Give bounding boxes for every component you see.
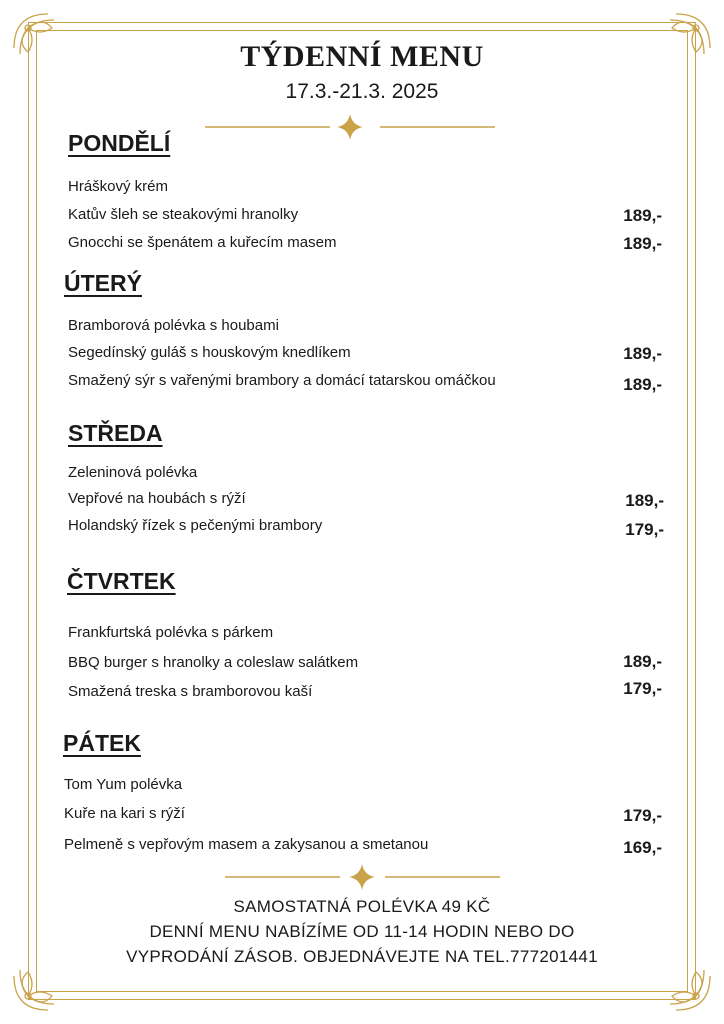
- dish-tuesday-1: Segedínský guláš s houskovým knedlíkem: [68, 344, 351, 361]
- day-heading-wednesday: STŘEDA: [68, 420, 163, 446]
- soup-thursday: Frankfurtská polévka s párkem: [68, 624, 274, 641]
- dish-friday-1: Kuře na kari s rýží: [64, 805, 185, 822]
- day-heading-friday: PÁTEK: [63, 730, 141, 756]
- price-friday-1: 179,-: [623, 806, 662, 825]
- price-thursday-2: 179,-: [623, 679, 662, 698]
- soup-wednesday: Zeleninová polévka: [68, 464, 198, 481]
- soup-friday: Tom Yum polévka: [64, 776, 183, 793]
- price-monday-1: 189,-: [623, 206, 662, 225]
- price-thursday-1: 189,-: [623, 652, 662, 671]
- footer-hours: DENNÍ MENU NABÍZÍME OD 11-14 HODIN NEBO DO: [149, 922, 575, 941]
- dish-thursday-2: Smažená treska s bramborovou kaší: [68, 683, 313, 700]
- price-wednesday-1: 189,-: [625, 491, 664, 510]
- menu-dates: 17.3.-21.3. 2025: [285, 80, 439, 103]
- footer-contact: VYPRODÁNÍ ZÁSOB. OBJEDNÁVEJTE NA TEL.777201441: [126, 947, 598, 966]
- dish-monday-2: Gnocchi se špenátem a kuřecím masem: [68, 234, 337, 251]
- dish-monday-1: Katův šleh se steakovými hranolky: [68, 206, 299, 223]
- price-monday-2: 189,-: [623, 234, 662, 253]
- dish-tuesday-2: Smažený sýr s vařenými brambory a domácí tatarskou omáčkou: [68, 372, 496, 389]
- dish-wednesday-1: Vepřové na houbách s rýží: [68, 490, 246, 507]
- price-wednesday-2: 179,-: [625, 520, 664, 539]
- star-divider-icon: [0, 862, 724, 892]
- price-friday-2: 169,-: [623, 838, 662, 857]
- dish-thursday-1: BBQ burger s hranolky a coleslaw salátkem: [68, 654, 359, 671]
- soup-tuesday: Bramborová polévka s houbami: [68, 317, 279, 334]
- page-title: TÝDENNÍ MENU: [240, 40, 484, 73]
- soup-monday: Hráškový krém: [68, 178, 169, 195]
- footer-soup-price: SAMOSTATNÁ POLÉVKA 49 KČ: [233, 897, 491, 916]
- dish-friday-2: Pelmeně s vepřovým masem a zakysanou a smetanou: [64, 836, 429, 853]
- price-tuesday-2: 189,-: [623, 375, 662, 394]
- day-heading-thursday: ČTVRTEK: [67, 568, 176, 594]
- day-heading-tuesday: ÚTERÝ: [64, 270, 142, 296]
- price-tuesday-1: 189,-: [623, 344, 662, 363]
- dish-wednesday-2: Holandský řízek s pečenými brambory: [68, 517, 323, 534]
- day-heading-monday: PONDĚLÍ: [68, 130, 171, 156]
